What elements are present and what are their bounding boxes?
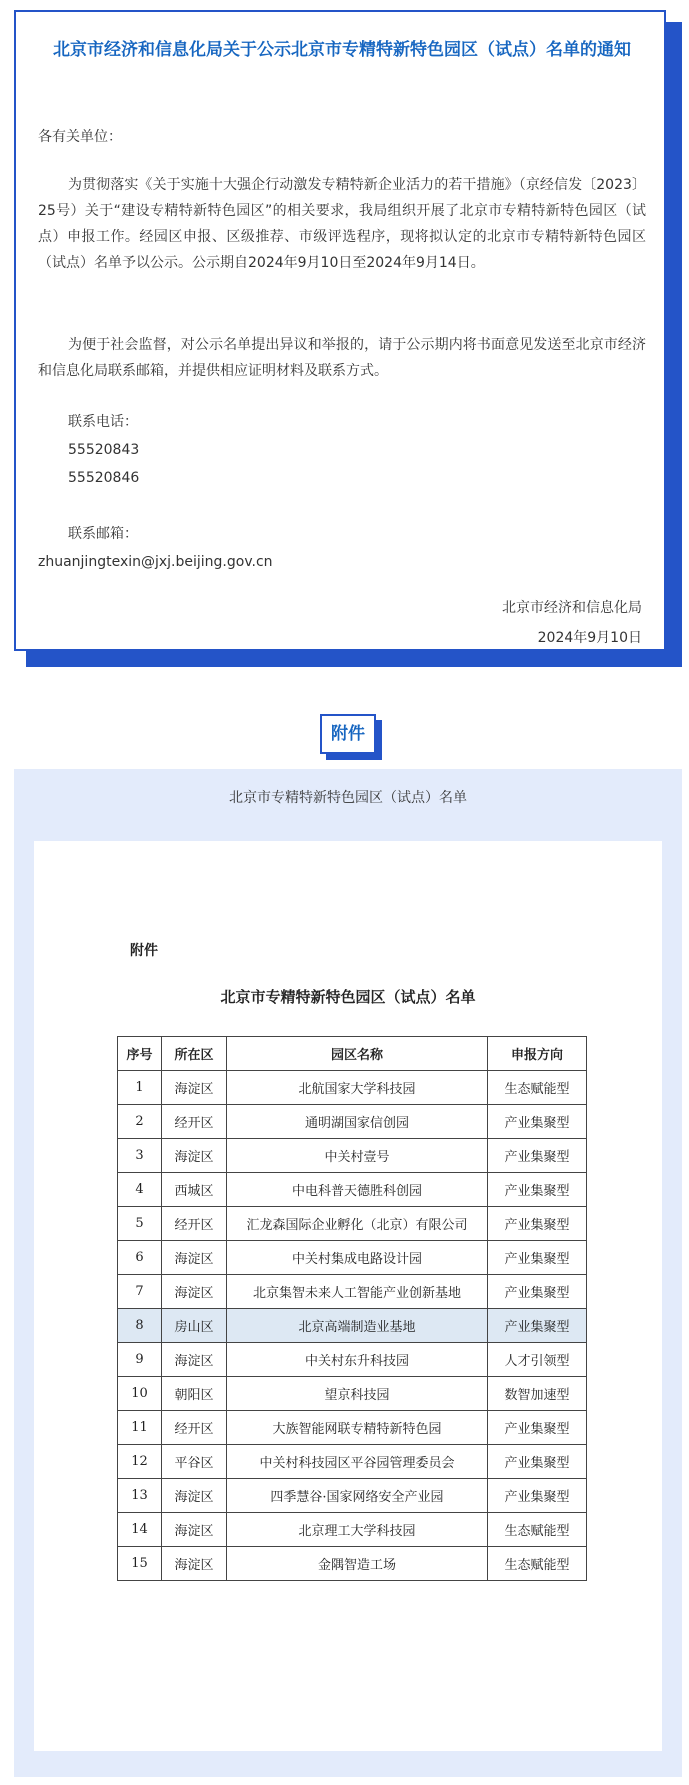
cell-district: 海淀区: [162, 1139, 227, 1173]
header-direction: 申报方向: [488, 1037, 587, 1071]
cell-index: 4: [118, 1173, 162, 1207]
cell-direction: 产业集聚型: [488, 1139, 587, 1173]
cell-index: 9: [118, 1343, 162, 1377]
table-row: [118, 1071, 587, 1105]
cell-direction: 产业集聚型: [488, 1411, 587, 1445]
notice-card: [14, 10, 682, 667]
table-row: [118, 1547, 587, 1581]
cell-direction: 产业集聚型: [488, 1105, 587, 1139]
cell-district: 海淀区: [162, 1343, 227, 1377]
cell-district: 海淀区: [162, 1479, 227, 1513]
table-header-row: [118, 1037, 587, 1071]
cell-park-name: 北京集智未来人工智能产业创新基地: [227, 1275, 488, 1309]
cell-district: 经开区: [162, 1105, 227, 1139]
notice-body: [14, 10, 666, 651]
table-row: [118, 1105, 587, 1139]
cell-direction: 产业集聚型: [488, 1241, 587, 1275]
notice-paragraph-2: 为便于社会监督，对公示名单提出异议和举报的，请于公示期内将书面意见发送至北京市经济和信息化局联系邮箱，并提供相应证明材料及联系方式。: [38, 337, 646, 379]
notice-paragraph-1: 为贯彻落实《关于实施十大强企行动激发专精特新企业活力的若干措施》（京经信发〔2023〕25号）关于“建设专精特新特色园区”的相关要求，我局组织开展了北京市专精特新特色园区（试点）申报工作。经园区申报、区级推荐、市级评选程序，现将拟认定的北京市专精特新特色园区（试点）名单予以公示。公示期自2024年9月10日至2024年9月14日。: [38, 177, 646, 271]
table-row: [118, 1411, 587, 1445]
cell-district: 西城区: [162, 1173, 227, 1207]
cell-district: 经开区: [162, 1411, 227, 1445]
cell-district: 海淀区: [162, 1513, 227, 1547]
attachment-badge: 附件: [320, 714, 376, 754]
cell-direction: 产业集聚型: [488, 1445, 587, 1479]
table-row: [118, 1309, 587, 1343]
cell-direction: 产业集聚型: [488, 1479, 587, 1513]
cell-index: 11: [118, 1411, 162, 1445]
cell-direction: 生态赋能型: [488, 1513, 587, 1547]
cell-park-name: 中关村壹号: [227, 1139, 488, 1173]
table-row: [118, 1275, 587, 1309]
cell-district: 海淀区: [162, 1275, 227, 1309]
contact-phone-label: 联系电话：: [68, 414, 138, 430]
attachment-panel-title: 北京市专精特新特色园区（试点）名单: [229, 790, 467, 806]
cell-park-name: 中关村集成电路设计园: [227, 1241, 488, 1275]
cell-direction: 数智加速型: [488, 1377, 587, 1411]
table-row: [118, 1479, 587, 1513]
cell-district: 海淀区: [162, 1071, 227, 1105]
cell-direction: 产业集聚型: [488, 1173, 587, 1207]
cell-district: 经开区: [162, 1207, 227, 1241]
cell-district: 房山区: [162, 1309, 227, 1343]
cell-index: 5: [118, 1207, 162, 1241]
signer: 北京市经济和信息化局: [502, 600, 642, 616]
cell-park-name: 大族智能网联专精特新特色园: [227, 1411, 488, 1445]
attachment-label: 附件: [130, 943, 158, 959]
cell-park-name: 北京理工大学科技园: [227, 1513, 488, 1547]
cell-park-name: 望京科技园: [227, 1377, 488, 1411]
cell-direction: 产业集聚型: [488, 1207, 587, 1241]
cell-index: 10: [118, 1377, 162, 1411]
cell-park-name: 汇龙森国际企业孵化（北京）有限公司: [227, 1207, 488, 1241]
table-row: [118, 1173, 587, 1207]
cell-index: 1: [118, 1071, 162, 1105]
list-title: 北京市专精特新特色园区（试点）名单: [220, 988, 476, 1006]
attachment-image: [34, 841, 662, 1751]
header-park-name: 园区名称: [227, 1037, 488, 1071]
header-index: 序号: [118, 1037, 162, 1071]
cell-direction: 生态赋能型: [488, 1547, 587, 1581]
table-row: [118, 1139, 587, 1173]
cell-index: 7: [118, 1275, 162, 1309]
table-row: [118, 1207, 587, 1241]
contact-email-label: 联系邮箱：: [68, 526, 138, 542]
cell-index: 6: [118, 1241, 162, 1275]
cell-park-name: 四季慧谷·国家网络安全产业园: [227, 1479, 488, 1513]
header-district: 所在区: [162, 1037, 227, 1071]
cell-park-name: 北航国家大学科技园: [227, 1071, 488, 1105]
table-row: [118, 1241, 587, 1275]
cell-district: 朝阳区: [162, 1377, 227, 1411]
cell-direction: 生态赋能型: [488, 1071, 587, 1105]
cell-park-name: 金隅智造工场: [227, 1547, 488, 1581]
cell-park-name: 中关村科技园区平谷园管理委员会: [227, 1445, 488, 1479]
cell-district: 海淀区: [162, 1241, 227, 1275]
cell-index: 3: [118, 1139, 162, 1173]
table-row: [118, 1513, 587, 1547]
cell-direction: 人才引领型: [488, 1343, 587, 1377]
table-row: [118, 1377, 587, 1411]
contact-phone-2: 55520846: [68, 470, 140, 486]
cell-direction: 产业集聚型: [488, 1275, 587, 1309]
table-row: [118, 1343, 587, 1377]
table-row: [118, 1445, 587, 1479]
notice-title: 北京市经济和信息化局关于公示北京市专精特新特色园区（试点）名单的通知: [53, 40, 631, 60]
cell-district: 海淀区: [162, 1547, 227, 1581]
cell-district: 平谷区: [162, 1445, 227, 1479]
cell-index: 8: [118, 1309, 162, 1343]
contact-email[interactable]: zhuanjingtexin@jxj.beijing.gov.cn: [38, 554, 273, 570]
cell-park-name: 北京高端制造业基地: [227, 1309, 488, 1343]
contact-phone-1: 55520843: [68, 442, 140, 458]
cell-index: 13: [118, 1479, 162, 1513]
cell-park-name: 中关村东升科技园: [227, 1343, 488, 1377]
salutation: 各有关单位：: [38, 129, 122, 145]
cell-index: 14: [118, 1513, 162, 1547]
cell-index: 12: [118, 1445, 162, 1479]
cell-park-name: 中电科普天德胜科创园: [227, 1173, 488, 1207]
attachment-panel: [14, 769, 682, 1777]
sign-date: 2024年9月10日: [537, 630, 642, 646]
park-list-table: [117, 1036, 587, 1581]
cell-park-name: 通明湖国家信创园: [227, 1105, 488, 1139]
cell-index: 2: [118, 1105, 162, 1139]
cell-direction: 产业集聚型: [488, 1309, 587, 1343]
cell-index: 15: [118, 1547, 162, 1581]
